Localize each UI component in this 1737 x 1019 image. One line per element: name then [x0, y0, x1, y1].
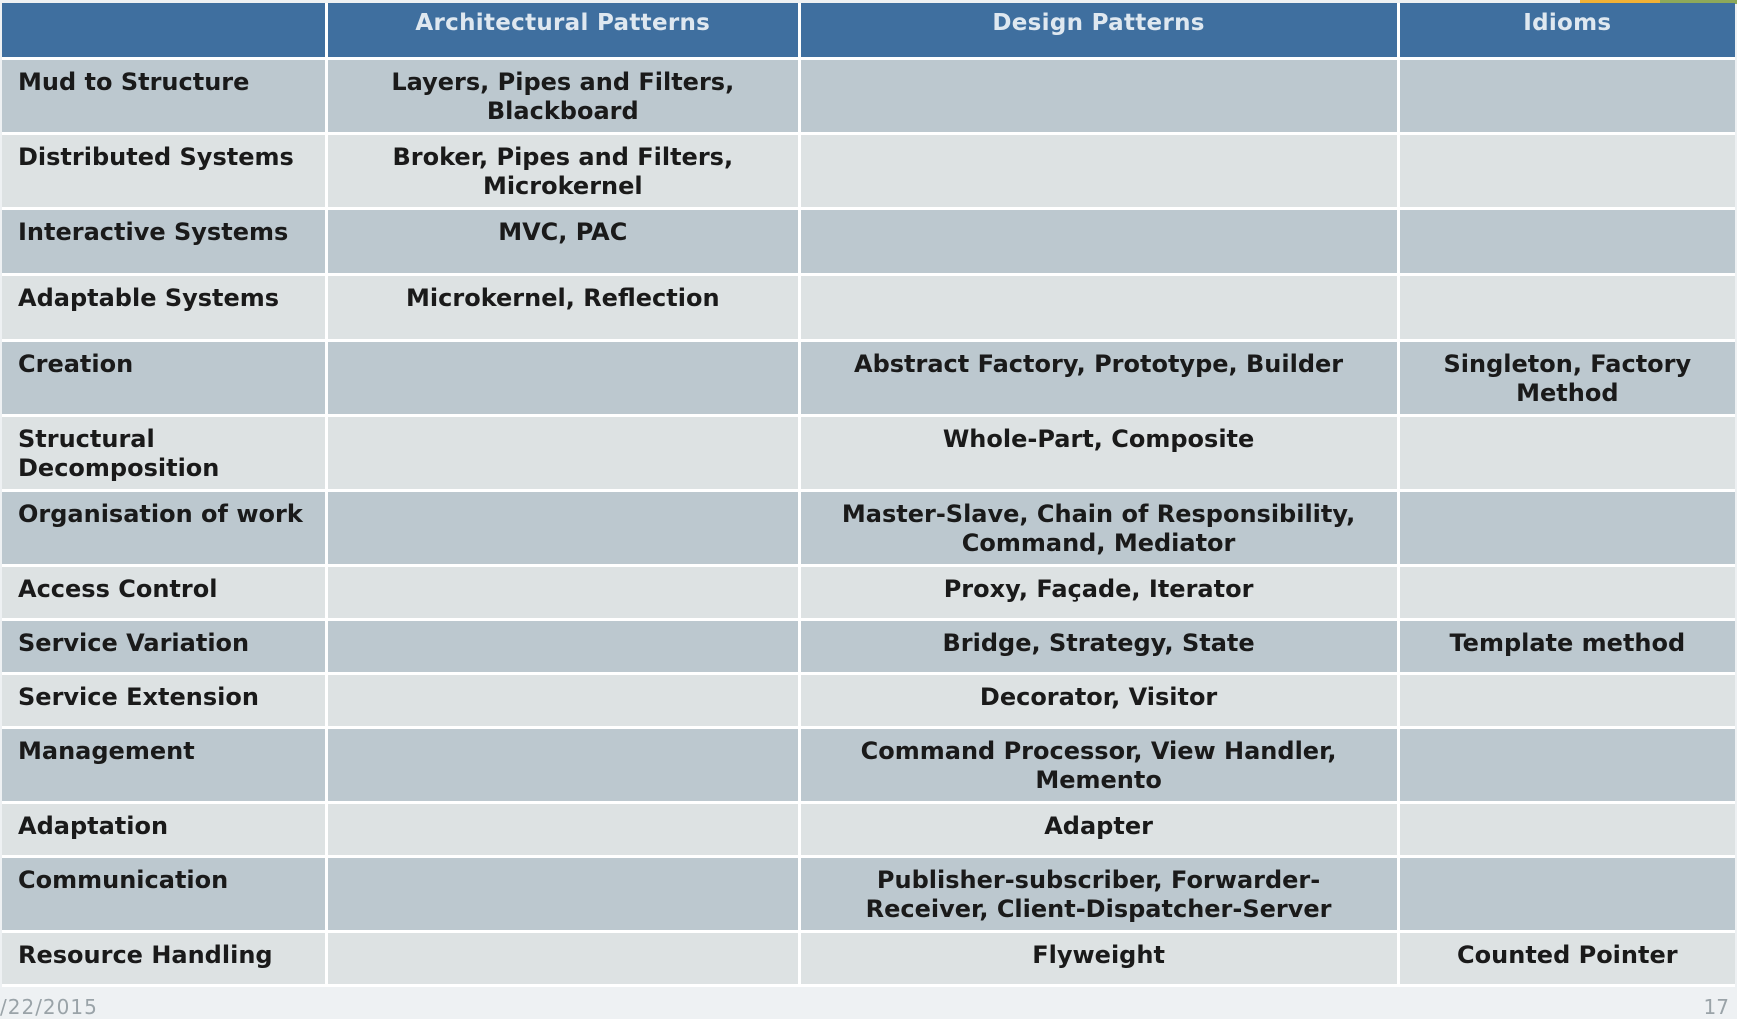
row-category: Service Variation: [2, 619, 327, 673]
row-category: Communication: [2, 856, 327, 931]
cell-architectural: [327, 565, 799, 619]
table-row: [2, 133, 1735, 208]
cell-idioms: [1398, 673, 1735, 727]
row-category: Organisation of work: [2, 490, 327, 565]
header-row: [2, 3, 1735, 58]
cell-architectural: [327, 931, 799, 985]
cell-idioms: [1398, 415, 1735, 490]
cell-design: Adapter: [799, 802, 1398, 856]
cell-design: Publisher-subscriber, Forwarder-Receiver, Client-Dispatcher-Server: [799, 856, 1398, 931]
header-design-patterns: Design Patterns: [799, 3, 1398, 58]
cell-design: Proxy, Façade, Iterator: [799, 565, 1398, 619]
cell-idioms: Template method: [1398, 619, 1735, 673]
cell-architectural: [327, 415, 799, 490]
header-architectural-patterns: Architectural Patterns: [327, 3, 799, 58]
table-row: [2, 58, 1735, 133]
table-header: [2, 3, 1735, 58]
row-category: Creation: [2, 340, 327, 415]
cell-design: Flyweight: [799, 931, 1398, 985]
cell-architectural: MVC, PAC: [327, 208, 799, 274]
cell-design: [799, 58, 1398, 133]
table-row: [2, 490, 1735, 565]
table-row: [2, 619, 1735, 673]
cell-idioms: [1398, 208, 1735, 274]
table-row: [2, 727, 1735, 802]
cell-idioms: [1398, 58, 1735, 133]
row-category: Adaptable Systems: [2, 274, 327, 340]
table-row: [2, 340, 1735, 415]
cell-idioms: [1398, 565, 1735, 619]
cell-design: Whole-Part, Composite: [799, 415, 1398, 490]
table-row: [2, 415, 1735, 490]
cell-design: [799, 133, 1398, 208]
cell-architectural: [327, 673, 799, 727]
cell-idioms: [1398, 274, 1735, 340]
footer-page-number: 17: [1703, 995, 1729, 1019]
table-row: [2, 565, 1735, 619]
row-category: Access Control: [2, 565, 327, 619]
table-body: [2, 58, 1735, 985]
row-category: Interactive Systems: [2, 208, 327, 274]
table-row: [2, 802, 1735, 856]
cell-design: Command Processor, View Handler, Memento: [799, 727, 1398, 802]
cell-architectural: [327, 490, 799, 565]
cell-idioms: Counted Pointer: [1398, 931, 1735, 985]
footer-date: /22/2015: [0, 995, 98, 1019]
row-category: Adaptation: [2, 802, 327, 856]
cell-design: [799, 208, 1398, 274]
pattern-classification-table: [2, 3, 1735, 987]
row-category: Mud to Structure: [2, 58, 327, 133]
table-row: [2, 931, 1735, 985]
row-category: Structural Decomposition: [2, 415, 327, 490]
row-category: Distributed Systems: [2, 133, 327, 208]
row-category: Management: [2, 727, 327, 802]
row-category: Resource Handling: [2, 931, 327, 985]
table-row: [2, 274, 1735, 340]
cell-design: Bridge, Strategy, State: [799, 619, 1398, 673]
cell-architectural: [327, 856, 799, 931]
cell-idioms: [1398, 856, 1735, 931]
table-row: [2, 856, 1735, 931]
cell-idioms: Singleton, Factory Method: [1398, 340, 1735, 415]
cell-design: [799, 274, 1398, 340]
cell-idioms: [1398, 133, 1735, 208]
cell-architectural: Microkernel, Reflection: [327, 274, 799, 340]
header-corner: [2, 3, 327, 58]
cell-idioms: [1398, 490, 1735, 565]
cell-design: Decorator, Visitor: [799, 673, 1398, 727]
cell-architectural: Broker, Pipes and Filters, Microkernel: [327, 133, 799, 208]
table-row: [2, 673, 1735, 727]
cell-idioms: [1398, 802, 1735, 856]
cell-architectural: [327, 619, 799, 673]
row-category: Service Extension: [2, 673, 327, 727]
cell-design: Master-Slave, Chain of Responsibility, Command, Mediator: [799, 490, 1398, 565]
header-idioms: Idioms: [1398, 3, 1735, 58]
cell-idioms: [1398, 727, 1735, 802]
cell-architectural: [327, 727, 799, 802]
cell-architectural: Layers, Pipes and Filters, Blackboard: [327, 58, 799, 133]
cell-design: Abstract Factory, Prototype, Builder: [799, 340, 1398, 415]
cell-architectural: [327, 802, 799, 856]
cell-architectural: [327, 340, 799, 415]
table-row: [2, 208, 1735, 274]
